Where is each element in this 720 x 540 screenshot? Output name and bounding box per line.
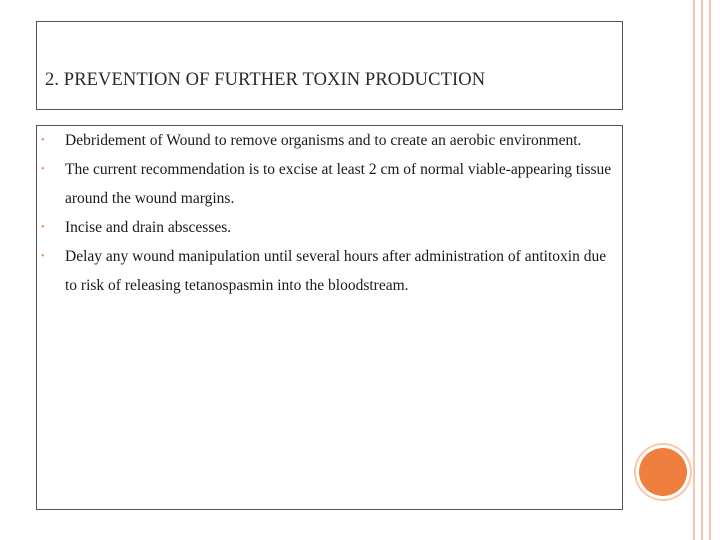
bullet-text: The current recommendation is to excise at least 2 cm of normal viable-appearing tissue around the wound margins. bbox=[65, 161, 612, 207]
bullet-item bbox=[41, 155, 616, 213]
bullet-marker: • bbox=[41, 135, 45, 146]
decorative-rails bbox=[690, 0, 720, 540]
rail-line bbox=[701, 0, 703, 540]
bullet-item bbox=[41, 242, 616, 300]
bullet-text: Incise and drain abscesses. bbox=[65, 219, 232, 236]
rail-line bbox=[693, 0, 695, 540]
bullet-text: Debridement of Wound to remove organisms and to create an aerobic environment. bbox=[65, 132, 582, 149]
decorative-circle bbox=[639, 448, 687, 496]
bullet-marker: • bbox=[41, 164, 45, 175]
title-placeholder[interactable] bbox=[36, 21, 623, 110]
bullet-item bbox=[41, 213, 616, 242]
bullet-text: Delay any wound manipulation until several hours after administration of antitoxin due to risk of releasing tetanospasmin into the bloodstream. bbox=[65, 248, 607, 294]
content-placeholder[interactable] bbox=[36, 125, 623, 510]
bullet-list bbox=[41, 126, 616, 300]
slide-title: 2. PREVENTION OF FURTHER TOXIN PRODUCTION bbox=[45, 70, 486, 90]
rail-line bbox=[709, 0, 711, 540]
bullet-item bbox=[41, 126, 616, 155]
bullet-marker: • bbox=[41, 251, 45, 262]
bullet-marker: • bbox=[41, 222, 45, 233]
